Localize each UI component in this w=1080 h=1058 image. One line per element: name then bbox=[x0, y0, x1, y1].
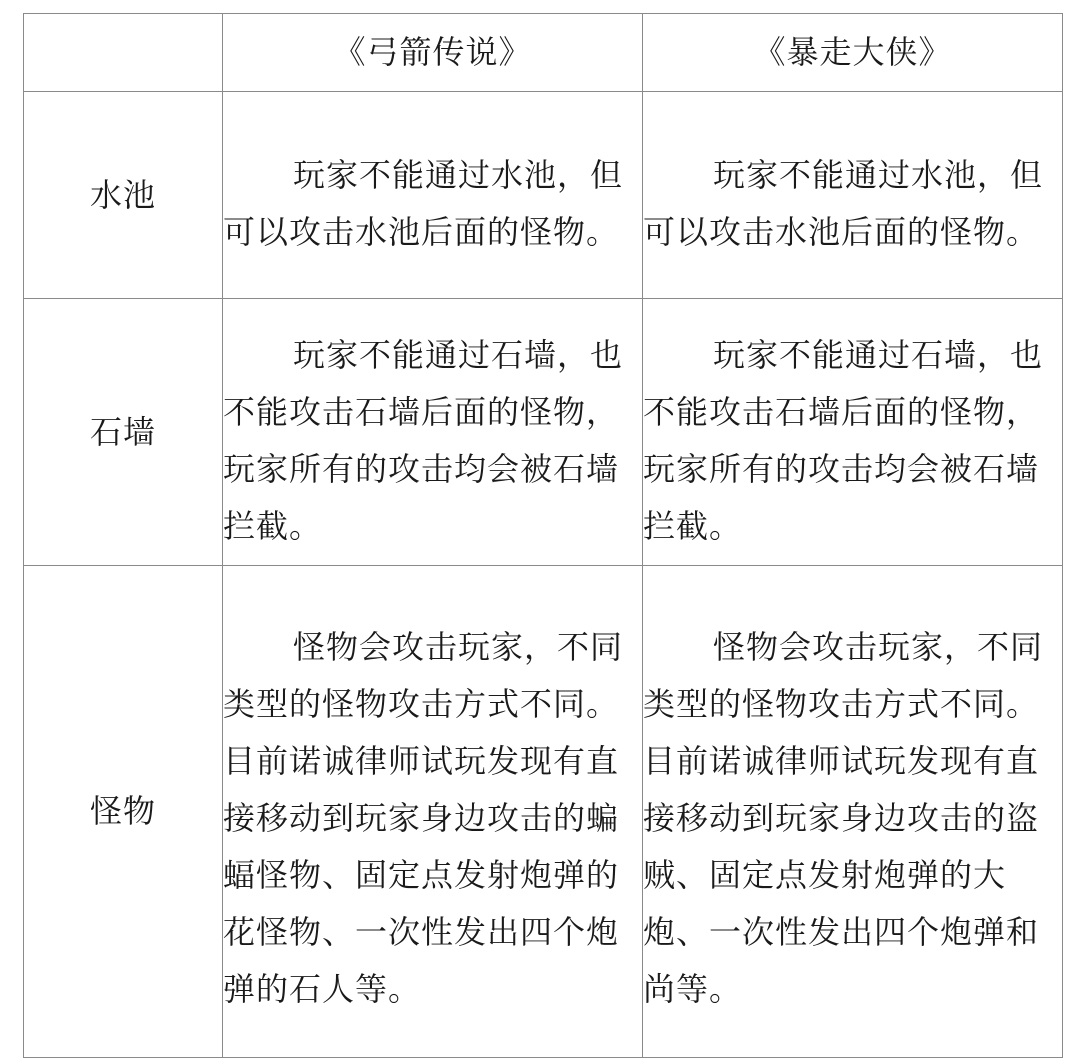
cell-text: 怪物会攻击玩家，不同类型的怪物攻击方式不同。目前诺诚律师试玩发现有直接移动到玩家身边攻击的盗贼、固定点发射炮弹的大炮、一次性发出四个炮弹和尚等。 bbox=[643, 627, 1044, 1008]
row-label-monster: 怪物 bbox=[24, 566, 223, 1058]
table-header-row bbox=[24, 14, 1063, 92]
row-label-stone-wall: 石墙 bbox=[24, 299, 223, 566]
cell-text: 玩家不能通过水池，但可以攻击水池后面的怪物。 bbox=[643, 155, 1044, 251]
cell-text: 玩家不能通过石墙，也不能攻击石墙后面的怪物，玩家所有的攻击均会被石墙拦截。 bbox=[643, 336, 1044, 545]
header-corner-cell bbox=[24, 14, 223, 92]
table-cell bbox=[223, 566, 643, 1058]
table-row-stone-wall bbox=[24, 299, 1063, 566]
cell-text: 怪物会攻击玩家，不同类型的怪物攻击方式不同。目前诺诚律师试玩发现有直接移动到玩家身边攻击的蝙蝠怪物、固定点发射炮弹的花怪物、一次性发出四个炮弹的石人等。 bbox=[223, 627, 624, 1008]
header-cell-archero: 《弓箭传说》 bbox=[223, 14, 643, 92]
cell-text: 玩家不能通过水池，但可以攻击水池后面的怪物。 bbox=[223, 155, 624, 251]
comparison-table bbox=[23, 13, 1063, 1058]
table-row-monster bbox=[24, 566, 1063, 1058]
table-cell bbox=[223, 92, 643, 299]
table-cell bbox=[643, 566, 1063, 1058]
row-label-water-pool: 水池 bbox=[24, 92, 223, 299]
table-cell bbox=[223, 299, 643, 566]
table-row-water-pool bbox=[24, 92, 1063, 299]
table-cell bbox=[643, 92, 1063, 299]
header-cell-baozou-daxia: 《暴走大侠》 bbox=[643, 14, 1063, 92]
table-cell bbox=[643, 299, 1063, 566]
cell-text: 玩家不能通过石墙，也不能攻击石墙后面的怪物，玩家所有的攻击均会被石墙拦截。 bbox=[223, 336, 624, 545]
